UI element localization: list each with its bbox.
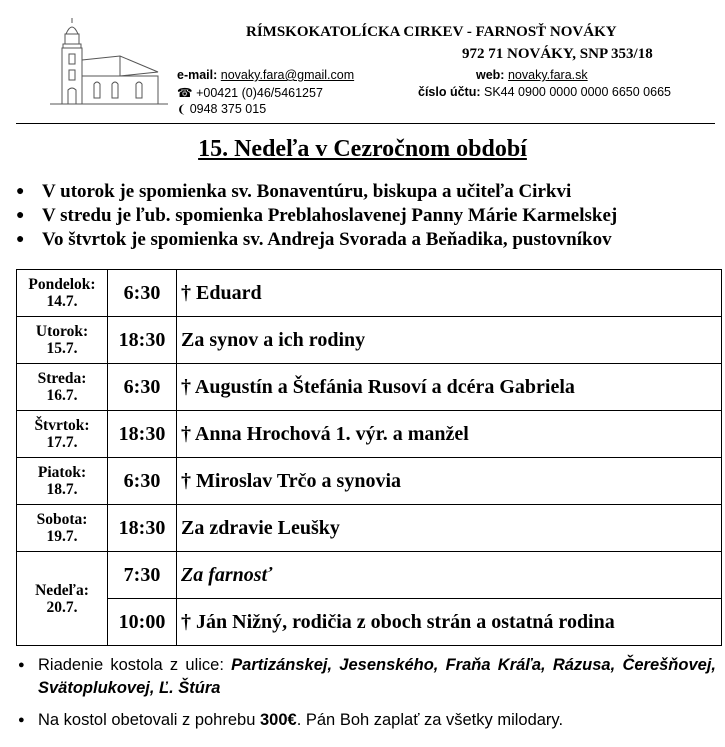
time-cell: 10:00 (108, 599, 177, 646)
time-cell: 7:30 (108, 552, 177, 599)
table-row (17, 552, 722, 599)
time-cell: 18:30 (108, 317, 177, 364)
table-row (17, 270, 722, 317)
day-cell (17, 364, 108, 411)
time-cell: 6:30 (108, 364, 177, 411)
mobile-row (177, 102, 266, 116)
church-logo (50, 14, 170, 106)
day-name: Utorok: (35, 323, 89, 340)
notes-section (16, 654, 716, 732)
table-row (17, 411, 722, 458)
org-name: RÍMSKOKATOLÍCKA CIRKEV - FARNOSŤ NOVÁKY (246, 24, 617, 40)
day-date: 18.7. (46, 481, 78, 498)
donation-prefix: Na kostol obetovali z pohrebu (38, 711, 256, 729)
table-row (17, 599, 722, 646)
day-date: 19.7. (46, 528, 78, 545)
web-link[interactable]: novaky.fara.sk (507, 68, 588, 82)
day-name: Nedeľa: (35, 581, 89, 599)
intention-cell: Za zdravie Leušky (177, 505, 722, 552)
account-number: SK44 0900 0000 0000 6650 0665 (484, 85, 671, 99)
telephone-icon: ☎ (177, 86, 193, 100)
intention-cell: Za farnosť (177, 552, 722, 599)
donation-amount: 300€ (259, 711, 297, 729)
intention-cell: † Miroslav Trčo a synovia (177, 458, 722, 505)
page-title: 15. Nedeľa v Cezročnom období (198, 136, 527, 162)
announcement-item: ● V utorok je spomienka sv. Bonaventúru, biskupa a učiteľa Cirkvi (14, 180, 617, 204)
time-cell: 6:30 (108, 270, 177, 317)
email-label: e-mail: (177, 68, 218, 82)
intention-cell: Za synov a ich rodiny (177, 317, 722, 364)
announcement-item: ● Vo štvrtok je spomienka sv. Andreja Svorada a Beňadika, pustovníkov (14, 228, 617, 252)
day-cell (17, 458, 108, 505)
day-name: Streda: (37, 370, 87, 387)
table-row (17, 458, 722, 505)
time-cell: 18:30 (108, 505, 177, 552)
intention-cell: † Augustín a Štefánia Rusoví a dcéra Gabriela (177, 364, 722, 411)
day-cell (17, 270, 108, 317)
announcement-item: ● V stredu je ľub. spomienka Preblahoslavenej Panny Márie Karmelskej (14, 204, 617, 228)
account-row (418, 85, 671, 99)
day-date: 15.7. (46, 340, 78, 357)
mobile-number: 0948 375 015 (189, 102, 267, 116)
day-date: 16.7. (46, 387, 78, 404)
day-date: 17.7. (46, 434, 78, 451)
day-name: Piatok: (37, 464, 87, 481)
day-name: Pondelok: (28, 276, 96, 293)
web-row (476, 68, 588, 82)
day-cell (17, 505, 108, 552)
account-label: číslo účtu: (418, 85, 481, 99)
day-cell (17, 552, 108, 646)
cleaning-streets: Partizánskej, Jesenského, Fraňa Kráľa, Rázusa, Čerešňovej, Svätoplukovej, Ľ. Štúra (38, 656, 716, 697)
web-label: web: (476, 68, 505, 82)
phone-number: +00421 (0)46/5461257 (196, 86, 323, 100)
intention-cell: † Eduard (177, 270, 722, 317)
org-address: 972 71 NOVÁKY, SNP 353/18 (462, 46, 653, 62)
day-cell (17, 411, 108, 458)
intention-cell: † Anna Hrochová 1. výr. a manžel (177, 411, 722, 458)
mass-schedule-table (16, 269, 722, 646)
donation-note (16, 709, 716, 732)
cleaning-prefix: Riadenie kostola z ulice: (38, 656, 224, 674)
email-row (177, 68, 354, 82)
announcement-list (14, 180, 617, 252)
day-date: 20.7. (46, 598, 78, 616)
day-name: Štvrtok: (34, 417, 90, 434)
table-row (17, 364, 722, 411)
mobile-phone-icon: ❨ (177, 104, 187, 116)
day-date: 14.7. (46, 293, 78, 310)
email-link[interactable]: novaky.fara@gmail.com (220, 68, 355, 82)
phone-row (177, 85, 323, 100)
donation-suffix: . Pán Boh zaplať za všetky milodary. (296, 711, 564, 729)
table-row (17, 317, 722, 364)
intention-cell: † Ján Nižný, rodičia z oboch strán a ostatná rodina (177, 599, 722, 646)
day-name: Sobota: (36, 511, 88, 528)
table-row (17, 505, 722, 552)
day-cell (17, 317, 108, 364)
time-cell: 6:30 (108, 458, 177, 505)
header-divider (16, 123, 715, 124)
cleaning-note (16, 654, 716, 700)
time-cell: 18:30 (108, 411, 177, 458)
